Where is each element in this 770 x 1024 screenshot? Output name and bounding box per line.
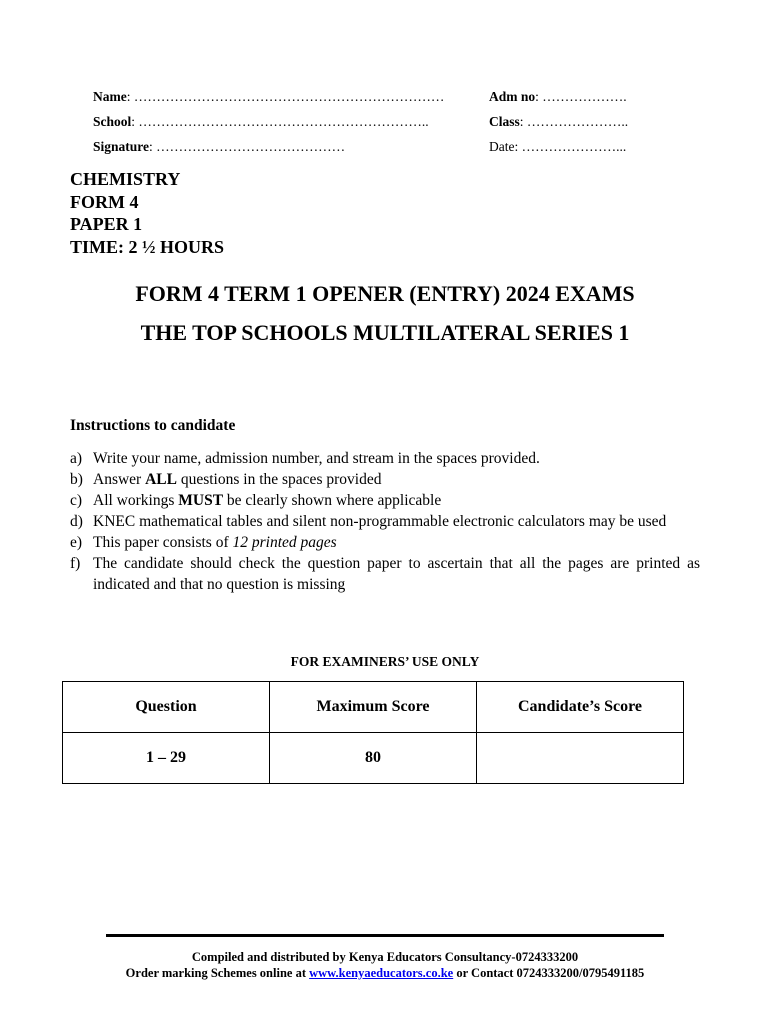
instructions-heading: Instructions to candidate	[70, 417, 236, 434]
list-item-text-part: KNEC mathematical tables and silent non-programmable electronic calculators may be used	[93, 513, 667, 530]
time-allowed: TIME: 2 ½ HOURS	[70, 236, 225, 257]
list-item-label: e)	[70, 534, 83, 551]
table-row	[63, 733, 684, 784]
score-table	[62, 681, 684, 784]
subject-name: CHEMISTRY	[70, 169, 181, 189]
footer-line-2	[0, 966, 770, 981]
list-item-text-part: Write your name, admission number, and stream in the spaces provided.	[93, 450, 540, 467]
series-title: THE TOP SCHOOLS MULTILATERAL SERIES 1	[140, 320, 630, 345]
list-item-label: a)	[70, 450, 83, 467]
list-item-text	[93, 553, 700, 595]
list-item-emphasis: ALL	[145, 471, 177, 488]
website-link[interactable]: www.kenyaeducators.co.ke	[309, 966, 454, 980]
list-item-text-part: All workings	[93, 492, 179, 509]
list-item	[70, 511, 700, 532]
cell-max-score: 80	[270, 733, 477, 784]
paper-number: PAPER 1	[70, 214, 143, 234]
list-item-text	[93, 511, 700, 532]
instructions-list	[70, 448, 700, 595]
school-label: School	[93, 114, 132, 129]
list-item-text-part: The candidate should check the question paper to ascertain that all the pages are printed as indicated and that no question is missing	[93, 555, 700, 593]
col-candidate-score: Candidate’s Score	[477, 682, 684, 733]
name-line: : ……………………………………………………………	[126, 89, 445, 104]
list-item-emphasis: MUST	[178, 492, 224, 509]
adm-line: : ……………….	[535, 89, 627, 104]
list-item-text-part: This paper consists of	[93, 534, 233, 551]
footer-order-text: Order marking Schemes online at	[125, 966, 310, 980]
date-field	[489, 139, 626, 155]
date-line: : …………………...	[514, 139, 627, 154]
name-label: Name	[93, 89, 127, 104]
table-header-row	[63, 682, 684, 733]
exam-title: FORM 4 TERM 1 OPENER (ENTRY) 2024 EXAMS	[135, 281, 635, 306]
list-item	[70, 532, 700, 553]
school-field	[93, 114, 429, 130]
list-item-text	[93, 532, 700, 553]
list-item-text	[93, 490, 700, 511]
list-item-text-part: be clearly shown where applicable	[223, 492, 442, 509]
list-item-label: d)	[70, 513, 83, 530]
list-item-text	[93, 448, 700, 469]
footer-line-1: Compiled and distributed by Kenya Educators Consultancy-0724333200	[191, 950, 579, 964]
list-item-italic: 12 printed pages	[232, 534, 337, 551]
cell-question-range: 1 – 29	[63, 733, 270, 784]
cell-candidate-score	[477, 733, 684, 784]
examiners-heading: FOR EXAMINERS’ USE ONLY	[290, 654, 480, 669]
list-item-label: f)	[70, 555, 81, 572]
list-item	[70, 553, 700, 595]
form-level: FORM 4	[70, 191, 139, 212]
school-line: : ………………………………………………………..	[131, 114, 429, 129]
class-label: Class	[489, 114, 520, 129]
adm-label: Adm no	[489, 89, 536, 104]
list-item-label: c)	[70, 492, 83, 509]
class-line: : …………………..	[519, 114, 629, 129]
list-item-text-part: questions in the spaces provided	[176, 471, 382, 488]
col-question: Question	[63, 682, 270, 733]
list-item	[70, 490, 700, 511]
list-item-text	[93, 469, 700, 490]
class-field	[489, 114, 628, 130]
list-item	[70, 448, 700, 469]
list-item	[70, 469, 700, 490]
signature-label: Signature	[93, 139, 150, 154]
name-field	[93, 89, 444, 105]
signature-field	[93, 139, 345, 155]
col-max-score: Maximum Score	[270, 682, 477, 733]
footer-rule	[106, 934, 664, 937]
date-label: Date	[489, 139, 515, 154]
subject-block	[70, 168, 224, 258]
list-item-text-part: Answer	[93, 471, 146, 488]
signature-line: : ……………………………………	[149, 139, 346, 154]
adm-field	[489, 89, 627, 105]
footer-contact-text: or Contact 0724333200/0795491185	[453, 966, 645, 980]
list-item-label: b)	[70, 471, 83, 488]
